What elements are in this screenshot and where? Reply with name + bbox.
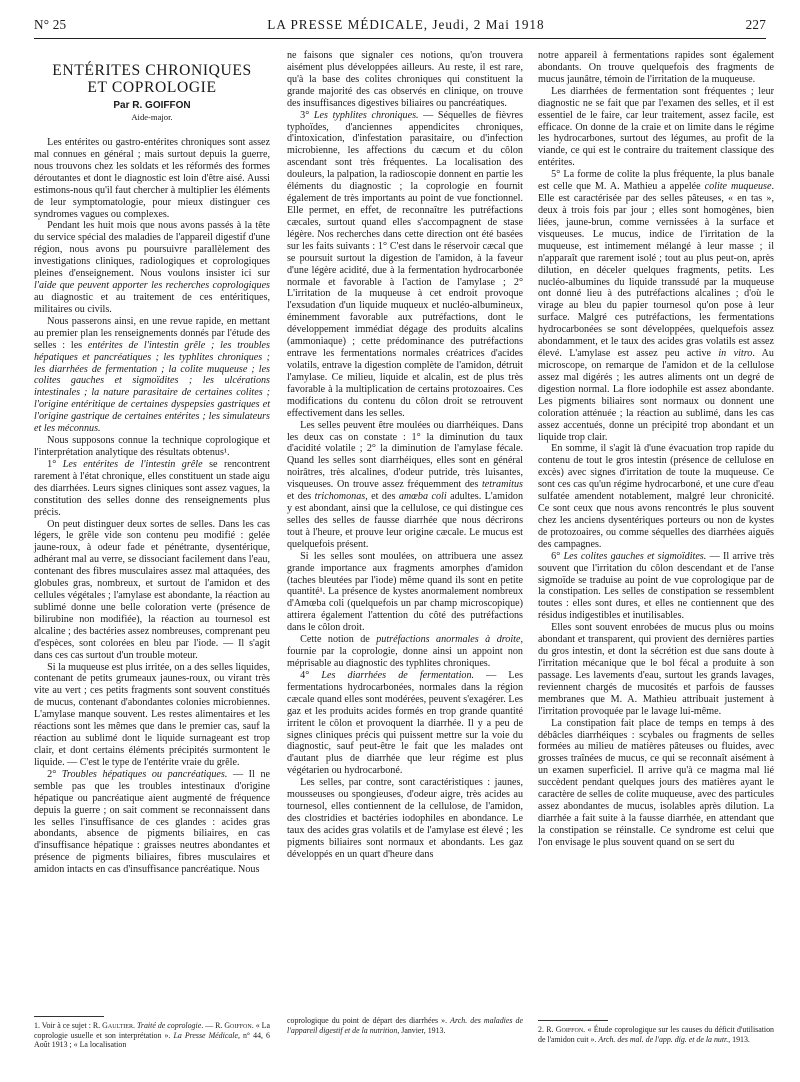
text-run: et des bbox=[287, 491, 315, 503]
paragraph: En somme, il s'agit là d'une évacuation trop rapide du contenu de tout le gros intestin (présence de cellulose en excès) avec signes d'irritation de toute la muqueuse. Ce sont ces cas qu'un régime hydrocarboné, et une cure d'eau sulfatée amendent notablement, malgré leur chronicité. Ce sont ceux que nous avons rencontrés le plus souvent chez les anciens dysentériques porteurs ou non de kystes de protozoaires, ou comme séquelles des diarrhées aiguës des campagnes. bbox=[538, 443, 774, 550]
column-1 bbox=[34, 50, 270, 876]
text-run: 1. Voir à ce sujet : R. bbox=[34, 1021, 103, 1030]
paragraph: Les diarrhées de fermentation sont fréquentes ; leur diagnostic ne se fait que par l'examen des selles, et il est essentiel de le faire, car leur traitement, assez facile, est efficace. On donne de la craie et on limite dans le régime les hydrocarbones, surtout des légumes, au profit de la viande, ce qui est le contraire du traitement classique des entérites. bbox=[538, 85, 774, 169]
footnote-2 bbox=[538, 1020, 774, 1044]
italic-run: Traité de coprologie bbox=[136, 1021, 202, 1030]
text-run: — Il ne semble pas que les troubles intestinaux d'origine hépatique ou pancréatique aient augmenté de fréquence depuis la guerre ; on sait comment se reconnaissent dans les selles l'insuffisance de ces glandes : acides gras abondants, absence de pigments biliaires, en cas d'insuffisance hépatique : graisses neutres abondantes et présence de pigments biliaires, fibres musculaires et amidon intacts en cas d'insuffisance pancréatique. Nous bbox=[34, 768, 270, 876]
paragraph bbox=[34, 459, 270, 519]
author: Par R. GOIFFON bbox=[113, 100, 191, 111]
italic-run: Arch. des maladies de l'appareil digestif et de la nutrition bbox=[287, 1016, 523, 1035]
text-run: se rencontrent rarement à l'état chronique, elles constituent un stade aigu des diarrhées. Leurs signes cliniques sont assez vagues, la constitution des selles donne des renseignements plus précis. bbox=[34, 458, 270, 518]
text-run: 2. R. bbox=[538, 1025, 556, 1034]
paragraph: Elles sont souvent enrobées de mucus plus ou moins abondant et transparent, qui provient des dernières parties du gros intestin, et dont la sécrétion est due sans doute à l'irritation mécanique que le bol fécal a produite à son passage. Les lavements d'eau, surtout les grands lavages, reviennent chargés de mucosités et parfois de fausses membranes que M. A. Mathieu attribuait justement à l'irritation provoquée par le lavage lui-même. bbox=[538, 622, 774, 717]
paragraph: On peut distinguer deux sortes de selles. Dans les cas légers, le grêle vide son contenu peu modifié : gelée jaune-roux, à odeur fade et pénétrante, dysentérique, adhérant mal au verre, se dissociant facilement dans l'eau, contenant des fibres musculaires assez mal attaquées, des globules gras, nombreux, et surtout de l'amidon et des cellules végétales ; l'amylase est abondante, la réaction au sublimé donne une belle coloration verte (présence de bilirubine non modifiée), la réaction au tournesol est alcaline ; des bactéries assez nombreuses, comprenant peu d'espèces, sont colorées en bleu par l'iode. — Il s'agit dans ces cas surtout d'un trouble moteur. bbox=[34, 518, 270, 661]
text-run: 5° La forme de colite la plus fréquente, la plus banale est celle que M. A. Mathieu a appelée bbox=[538, 169, 774, 193]
italic-run: La Presse Médicale bbox=[173, 1030, 238, 1040]
text-run: . « Étude coprologique sur les causes du déficit d'utilisation de l'amidon cuit ». bbox=[538, 1025, 774, 1044]
text-run: , fournie par la coprologie, donne ainsi un appoint non méprisable au diagnostic des typhlites chroniques. bbox=[287, 634, 523, 670]
paragraph bbox=[287, 110, 523, 420]
footnote-1 bbox=[34, 1016, 270, 1050]
text-run: . — R. bbox=[201, 1021, 225, 1030]
text-run: 2° bbox=[47, 768, 62, 780]
italic-run: tetramitus bbox=[481, 479, 523, 491]
issue-number: N° 25 bbox=[34, 17, 67, 32]
author-role: Aide-major. bbox=[131, 112, 173, 122]
title-line-1: ENTÉRITES CHRONIQUES bbox=[52, 62, 252, 79]
paragraph bbox=[287, 420, 523, 551]
paragraph bbox=[538, 169, 774, 443]
journal-title: LA PRESSE MÉDICALE, Jeudi, 2 Mai 1918 bbox=[267, 17, 545, 32]
paragraph bbox=[34, 316, 270, 435]
text-run: adultes. L'amidon y est abondant, ainsi que la cellulose, ce qui distingue ces selles des selles de fausse diarrhée que nous décrirons tout à l'heure, et prouve leur origine cæcale. Le mucus est quelquefois présent. bbox=[287, 491, 523, 550]
italic-run: trichomonas bbox=[314, 491, 366, 503]
text-run: — Les fermentations hydrocarbonées, normales dans la région cæcale quand elles sont modérées, peuvent s'exagérer. Les gaz et les produits acides formés en trop grande quantité irritent le côlon et provoquent la diarrhée. Il y a peu de signes cliniques précis qui puissent mettre sur la voie du diagnostic, sauf peut-être le fait que les malades ont d'autant plus de diarrhée que leur régime est plus végétarien ou hydrocarboné. bbox=[287, 669, 524, 777]
text-run: Cette notion de bbox=[300, 634, 377, 646]
italic-run: putréfactions anormales à droite bbox=[376, 634, 521, 646]
text-run: , Janvier, 1913. bbox=[397, 1025, 446, 1035]
italic-run: Troubles hépatiques ou pancréatiques. bbox=[61, 768, 228, 780]
paragraph bbox=[287, 670, 523, 777]
paragraph bbox=[34, 769, 270, 876]
text-run: . Au microscope, on remarque de l'amidon et de la cellulose assez mal digérés ; les autres aliments ont un degré de digestion normal. La flore iodophile est assez abondante. Les pigments biliaires sont normaux ou donnent une coloration atténuée ; la réaction au sublimé, dans les cas assez accentués, donne un précipité trop abondant et un liquide trop clair. bbox=[538, 348, 774, 443]
text-run: Goiffon bbox=[555, 1025, 584, 1034]
text-run: — Il arrive très souvent que l'irritation du côlon descendant et de l'anse sigmoïde se traduise au point de vue coprologique par de la constipation. Les selles de constipation se ressemblent toutes : elles sont dures, et elles ne contiennent que des résidus indigestibles et inutilisables. bbox=[538, 550, 775, 622]
page-header bbox=[34, 17, 766, 37]
footnote-rule bbox=[34, 1016, 104, 1017]
italic-run: Les typhlites chroniques. bbox=[313, 109, 419, 121]
italic-run: amœba coli bbox=[398, 491, 447, 503]
text-run: Pendant les huit mois que nous avons passés à la tête du service spécial des maladies de l'appareil digestif d'une région, nous avons pu poursuivre parallèlement des investigations cliniques, radiologiques et coprologiques pleines d'enseignement. Nous voulons insister ici sur bbox=[34, 220, 270, 280]
paragraph: La constipation fait place de temps en temps à des débâcles diarrhéiques : scybales ou fragments de selles formées au milieu de matières pâteuses ou fluides, avec grosses traînées de mucus, ce qui se reconnaît aisément à un examen superficiel. Il arrive qu'à ce magma mal lié succèdent pendant quelques jours des matières ayant le caractère de selles de colite muqueuse, avec des particules assez abondantes de mucus, isolables après dilution. La diarrhée a fait suite à la fausse diarrhée, en attendant que la constipation se réinstalle. Ce syndrome est celui que l'on envisage le plus souvent quand on se sert du bbox=[538, 717, 774, 848]
text-run: au diagnostic et au traitement de ces entéritiques, militaires ou civils. bbox=[34, 291, 270, 315]
text-run: Goiffon bbox=[224, 1021, 252, 1030]
paragraph: Nous supposons connue la technique coprologique et l'interprétation analytique des résultats obtenus¹. bbox=[34, 435, 270, 458]
title-line-2: ET COPROLOGIE bbox=[87, 79, 217, 96]
italic-run: Les colites gauches et sigmoïdites. bbox=[563, 550, 707, 562]
paragraph bbox=[287, 634, 523, 670]
page-number: 227 bbox=[745, 17, 766, 32]
text-run: coprologique du point de départ des diarrhées ». bbox=[287, 1016, 451, 1025]
paragraph: Si la muqueuse est plus irritée, on a des selles liquides, contenant de petits grumeaux jaunes-roux, ou virant très vite au vert ; ces petits fragments sont souvent constitués de mucus, contenant d'abondantes colonies microbiennes. L'amylase manque souvent. Les restes alimentaires et les réactions sont les mêmes que dans le premier cas, sauf la réaction au sublimé dont le liquide surnageant est trop clair, et dont certains éléments précipités surmontent le liquide. — C'est le type de l'entérite vraie du grêle. bbox=[34, 661, 270, 768]
italic-run: colite muqueuse bbox=[704, 181, 772, 193]
paragraph bbox=[34, 220, 270, 315]
paragraph: Si les selles sont moulées, on attribuera une assez grande importance aux fragments amorphes d'amidon (taches bleutées par l'iode) même quand ils sont en petite quantité¹. La présence de kystes anormalement nombreux d'Amœba coli (quelquefois un par champ microscopique) attirera également l'attention du côté des putréfactions dans le côlon droit. bbox=[287, 550, 523, 634]
paragraph: Les entérites ou gastro-entérites chroniques sont assez mal connues en général ; mais surtout depuis la guerre, nous trouvons chez les soldats et les réformés des formes déroutantes et dont le diagnostic est loin d'être aisé. Aussi estimons-nous qu'il faut chercher à multiplier les éléments de leur symptomatologie, pour mieux distinguer ces syndromes vagues ou complexes. bbox=[34, 137, 270, 220]
italic-run: l'aide que peuvent apporter les recherches coprologiques bbox=[34, 280, 270, 292]
article-title bbox=[34, 62, 270, 96]
text-run: , n° 44, 6 Août 1913 ; « La localisation bbox=[34, 1030, 270, 1050]
text-run: . « La coprologie usuelle et son interprétation ». bbox=[34, 1021, 270, 1040]
paragraph bbox=[538, 551, 774, 623]
text-run: 6° bbox=[551, 550, 564, 562]
italic-run: Les entérites de l'intestin grêle bbox=[62, 458, 203, 470]
text-run: 1° bbox=[47, 458, 63, 470]
footnote-1-continued bbox=[287, 1016, 523, 1035]
text-run: . Elle est caractérisée par des selles pâteuses, « en tas », deux à trois fois par jour ; elles sont homogènes, bien liées, jaune-brun, comme vernissées à la surface et visqueuses. Le mucus, indice de l'irritation de la muqueuse, est intimement mélangé à leur masse ; il n'apparaît que rarement isolé ; tout au plus peut-on, après dilution, en déceler quelques fragments, petits. Les nucléo-albumines du liquide transsudé par la muqueuse ont donné lieu à des putréfactions alcalines ; d'où le virage au bleu du papier tournesol qu'on pose à leur surface. Malgré ces putréfactions, les fermentations hydrocarbonées se sont développées, quelquefois assez abondamment, et le taux des acides gras volatils est assez élevé. L'amylase est assez peu active bbox=[538, 181, 774, 360]
footnote-rule bbox=[538, 1020, 608, 1021]
italic-run: in vitro bbox=[718, 348, 753, 360]
paragraph: notre appareil à fermentations rapides sont également abondants. On trouve quelquefois des fragments de mucus jaunâtre, témoin de l'irritation de la muqueuse. bbox=[538, 50, 774, 85]
italic-run: Les diarrhées de fermentation. bbox=[321, 669, 475, 681]
text-run: . bbox=[132, 1021, 137, 1030]
italic-run: entérites de l'intestin grêle ; les troubles hépatiques et pancréatiques ; les typhlites chroniques ; les diarrhées de fermentation ; la colite muqueuse ; les colites gauches et sigmoïdites ; les ulcérations intestinales ; la nature parasitaire de certaines colites ; l'origine entéritique de certaines dyspepsies gastriques et l'origine gastrique de certaines entérites ; les simulateurs et les méconnus. bbox=[34, 339, 270, 435]
text-run: 3° bbox=[300, 109, 314, 121]
column-3 bbox=[538, 50, 774, 849]
header-rule bbox=[34, 38, 766, 39]
text-run: , et des bbox=[365, 491, 399, 503]
paragraph: ne faisons que signaler ces notions, qu'on trouvera aisément plus développées ailleurs. Au reste, il est rare, qu'à la base des colites chroniques qui constituent la grande majorité des cas observés en clinique, on trouve des insuffisances digestives biliaires ou pancréatiques. bbox=[287, 50, 523, 109]
text-run: Gaultier bbox=[102, 1021, 133, 1030]
paragraph: Les selles, par contre, sont caractéristiques : jaunes, mousseuses ou spongieuses, d'odeur aigre, très acides au tournesol, elles contiennent de la cellulose, de l'amidon, des clostridies et bactéries iodophiles en abondance. Le taux des acides gras volatils et de l'amylase est élevé ; les pigments biliaires sont normaux et abondants. Les gaz développés en un quart d'heure dans bbox=[287, 777, 523, 860]
text-run: , 1913. bbox=[728, 1034, 750, 1044]
text-run: Nous passerons ainsi, en une revue rapide, en mettant au premier plan les renseignements donnés par l'étude des selles : les bbox=[34, 315, 270, 351]
italic-run: Arch. des mal. de l'app. dig. et de la nutr. bbox=[598, 1034, 729, 1044]
text-run: Les selles peuvent être moulées ou diarrhéiques. Dans les deux cas on constate : 1° la diminution du taux d'acidité volatile ; 2° la diminution de l'amylase fécale. Quand les selles sont diarrhéiques, elles sont en général noirâtres, très alcalines, d'odeur putride, très luisantes, visqueuses. On trouve assez fréquemment des bbox=[287, 419, 523, 491]
text-run: 4° bbox=[300, 669, 322, 681]
column-2 bbox=[287, 50, 523, 861]
text-run: — Séquelles de fièvres typhoïdes, d'anciennes appendicites chroniques, d'intoxication, d'infestation parasitaire, ou d'infection microbienne, les affections du cæcum et du côlon ascendant sont très fréquentes. La localisation des douleurs, la palpation, la radioscopie donnent en partie les éléments du diagnostic ; la coprologie en fournit également de très importants au point de vue fonctionnel. Elle permet, en effet, de reconnaître les putréfactions cæcales, surtout quand elles s'accompagnent de stase légère. Nos recherches dans cette direction ont été basées sur les faits suivants : 1° C'est dans le réservoir cæcal que se poursuit surtout la digestion de l'amidon, à la faveur d'une légère acidité, due à la fermentation hydrocarbonée normale et favorable à l'action de l'amylase ; 2° L'irritation de la muqueuse à cet endroit provoque l'exsudation d'un liquide muqueux et nucléo-albumineux, éminemment favorable aux putréfactions, dont le développement immédiat dégage des produits alcalins (ammoniaque) ; cette prédominance des putréfactions entrave les fermentations normales créatrices d'acides volatils, entrave la digestion complète de l'amidon, détruit l'amylase. Ce milieu, liquide et alcalin, est de plus très favorable à la multiplication de certains protozoaires. Ces modifications du contenu du côlon droit se retrouvent effectivement dans les selles. bbox=[287, 109, 524, 419]
